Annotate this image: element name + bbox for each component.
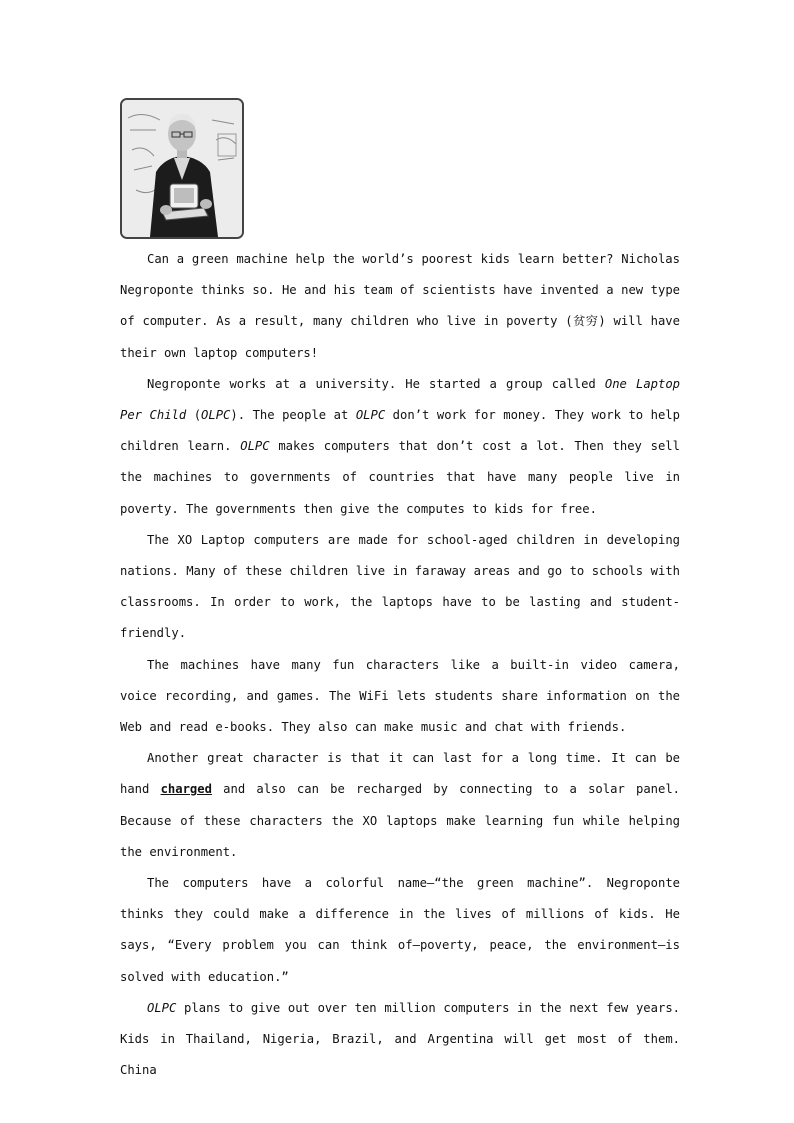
text-segment: ). The people at — [230, 408, 356, 423]
text-segment: The computers have a colorful name—“the green machine”. Negroponte thinks they could make a difference in the lives of millions of kids. He says, “Every problem you can think of—poverty, peace, the environment—is solved with education.” — [120, 876, 680, 984]
person-with-laptop-icon — [122, 100, 242, 237]
program-name: One Laptop Per Child — [120, 376, 681, 423]
acronym: OLPC — [201, 408, 231, 423]
text-segment: The XO Laptop computers are made for school-aged children in developing nations. Many of these children live in faraway areas and go to schools with classrooms. In order to work, the laptops have to be lasting and student-friendly. — [120, 532, 680, 641]
text-segment: ( — [186, 408, 202, 423]
paragraph-3 — [120, 525, 680, 650]
underlined-word: charged — [160, 782, 212, 797]
paragraph-5 — [120, 743, 680, 868]
paragraph-6 — [120, 868, 680, 993]
paragraph-4 — [120, 650, 680, 744]
article-body — [120, 244, 680, 1086]
text-segment: don’t work for money. They work to help children learn. — [120, 408, 680, 454]
text-segment: The machines have many fun characters like a built-in video camera, voice recording, and games. The WiFi lets students share information on the Web and read e-books. They also can make music and chat with friends. — [120, 657, 680, 735]
text-segment: Can a green machine help the world’s poorest kids learn better? Nicholas Negroponte thinks so. He and his team of scientists have invented a new type of computer. As a result, many children who live in poverty (贫穷) will have their own laptop computers! — [120, 252, 680, 360]
paragraph-7 — [120, 993, 680, 1087]
text-segment: Another great character is that it can last for a long time. It can be hand — [120, 751, 680, 797]
acronym: OLPC — [147, 1000, 177, 1015]
acronym: OLPC — [240, 439, 270, 454]
text-segment: plans to give out over ten million computers in the next few years. Kids in Thailand, Nigeria, Brazil, and Argentina will get most of them. China — [120, 1000, 680, 1078]
acronym: OLPC — [355, 408, 386, 423]
paragraph-2 — [120, 369, 680, 525]
text-segment: Negroponte works at a university. He started a group called — [147, 376, 605, 391]
text-segment: and also can be recharged by connecting to a solar panel. Because of these characters the XO laptops make learning fun while helping the environment. — [120, 782, 681, 859]
text-segment: makes computers that don’t cost a lot. Then they sell the machines to governments of countries that have many people live in poverty. The governments then give the computes to kids for free. — [120, 439, 680, 516]
paragraph-1 — [120, 244, 680, 369]
portrait-photo — [120, 98, 244, 239]
